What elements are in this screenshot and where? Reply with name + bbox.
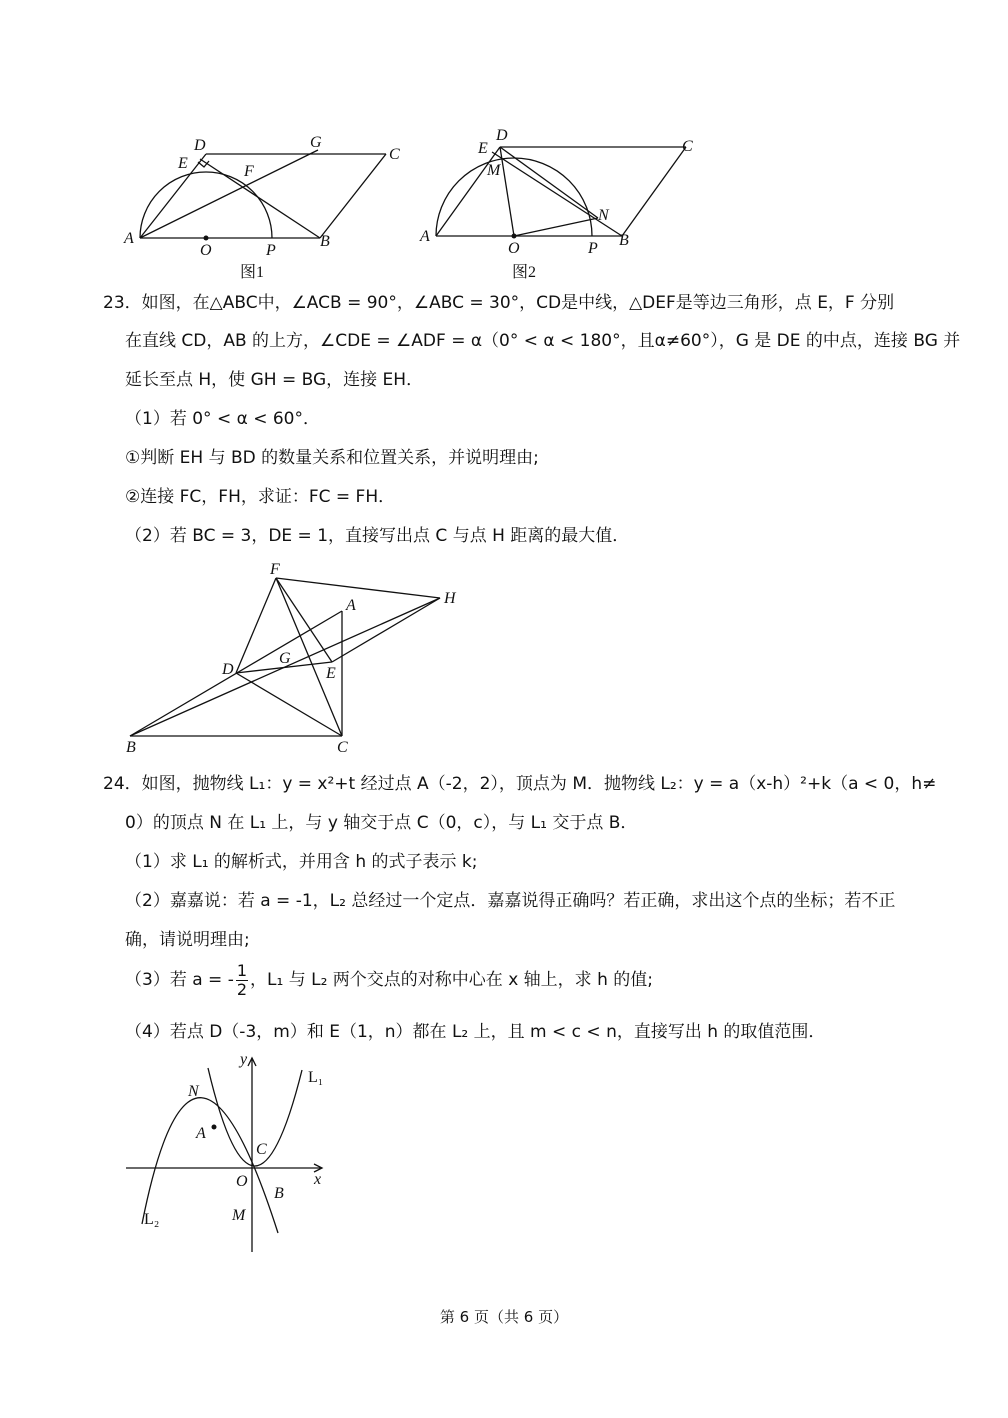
page-footer: 第 6 页（共 6 页） — [439, 1308, 569, 1326]
label-h: H — [444, 590, 456, 607]
label-o: O — [508, 240, 520, 257]
label-c: C — [389, 146, 400, 163]
label-l1: L₁ — [308, 1069, 324, 1086]
label-d: D — [194, 137, 206, 154]
label-p: P — [588, 240, 598, 257]
label-c: C — [256, 1141, 267, 1158]
fraction-numerator: 1 — [236, 960, 248, 980]
figure-q23-svg — [118, 558, 468, 758]
label-e: E — [478, 140, 488, 157]
figure-q23 — [118, 558, 468, 758]
q23-line-2: 在直线 CD，AB 的上方，∠CDE = ∠ADF = α（0° < α < 180°，且α≠60°），G 是 DE 的中点，连接 BG 并 — [125, 331, 961, 351]
figure-q24-svg — [122, 1048, 342, 1258]
label-o: O — [200, 242, 212, 259]
label-g: G — [310, 134, 322, 151]
label-e: E — [178, 155, 188, 172]
figure-1-svg — [110, 125, 410, 285]
label-y-axis: y — [240, 1051, 248, 1068]
q24-part-3-suffix: ，L₁ 与 L₂ 两个交点的对称中心在 x 轴上，求 h 的值; — [250, 970, 653, 990]
label-a: A — [346, 597, 356, 614]
label-b: B — [126, 739, 136, 756]
label-n: N — [598, 207, 609, 224]
label-a: A — [124, 230, 134, 247]
q23-part-1: （1）若 0° < α < 60°． — [125, 409, 320, 429]
q24-part-2b: 确，请说明理由; — [125, 930, 250, 950]
label-d: D — [222, 661, 234, 678]
label-m: M — [487, 162, 501, 179]
figure-1-caption: 图1 — [240, 264, 265, 281]
label-x-axis: x — [314, 1171, 322, 1188]
q23-line-1: 23．如图，在△ABC中，∠ACB = 90°，∠ABC = 30°，CD是中线，△DEF是等边三角形，点 E，F 分别 — [103, 293, 895, 313]
q24-part-4: （4）若点 D（-3，m）和 E（1，n）都在 L₂ 上，且 m < c < n，直接写出 h 的取值范围． — [125, 1022, 826, 1042]
q24-line-2: 0）的顶点 N 在 L₁ 上，与 y 轴交于点 C（0，c），与 L₁ 交于点 B． — [125, 813, 638, 833]
label-a: A — [196, 1125, 206, 1142]
label-f: F — [244, 163, 254, 180]
label-l2: L₂ — [144, 1211, 160, 1228]
label-o: O — [236, 1173, 248, 1190]
q23-part-1b: ②连接 FC，FH，求证：FC = FH． — [125, 487, 396, 507]
label-f: F — [270, 561, 280, 578]
label-a: A — [420, 228, 430, 245]
figure-q24 — [122, 1048, 342, 1258]
q24-part-3 — [125, 960, 653, 1000]
label-m: M — [232, 1207, 246, 1224]
label-n: N — [188, 1083, 199, 1100]
figure-2-svg — [400, 118, 710, 285]
q23-line-3: 延长至点 H，使 GH = BG，连接 EH． — [125, 370, 424, 390]
fraction-denominator: 2 — [236, 979, 248, 999]
q24-part-1: （1）求 L₁ 的解析式，并用含 h 的式子表示 k; — [125, 852, 478, 872]
label-b: B — [619, 232, 629, 249]
label-d: D — [496, 127, 508, 144]
figure-2 — [400, 118, 710, 285]
figure-1 — [110, 125, 410, 285]
label-b: B — [274, 1185, 284, 1202]
label-b: B — [320, 233, 330, 250]
point-o — [204, 236, 209, 241]
q23-part-2: （2）若 BC = 3，DE = 1，直接写出点 C 与点 H 距离的最大值． — [125, 526, 630, 546]
point-a — [212, 1125, 217, 1130]
q24-part-2: （2）嘉嘉说：若 a = -1，L₂ 总经过一个定点．嘉嘉说得正确吗？若正确，求出这个点的坐标；若不正 — [125, 891, 896, 911]
q24-line-1: 24．如图，抛物线 L₁：y = x²+t 经过点 A（-2，2），顶点为 M．抛物线 L₂：y = a（x-h）²+k（a < 0，h≠ — [103, 774, 937, 794]
label-c: C — [337, 739, 348, 756]
figure-2-caption: 图2 — [512, 264, 537, 281]
label-g: G — [279, 650, 291, 667]
point-o — [512, 234, 517, 239]
label-c: C — [682, 138, 693, 155]
q23-part-1a: ①判断 EH 与 BD 的数量关系和位置关系，并说明理由; — [125, 448, 539, 468]
q24-part-3-prefix: （3）若 a = - — [125, 970, 234, 990]
fraction-one-half — [236, 962, 248, 999]
label-e: E — [326, 665, 336, 682]
label-p: P — [266, 242, 276, 259]
